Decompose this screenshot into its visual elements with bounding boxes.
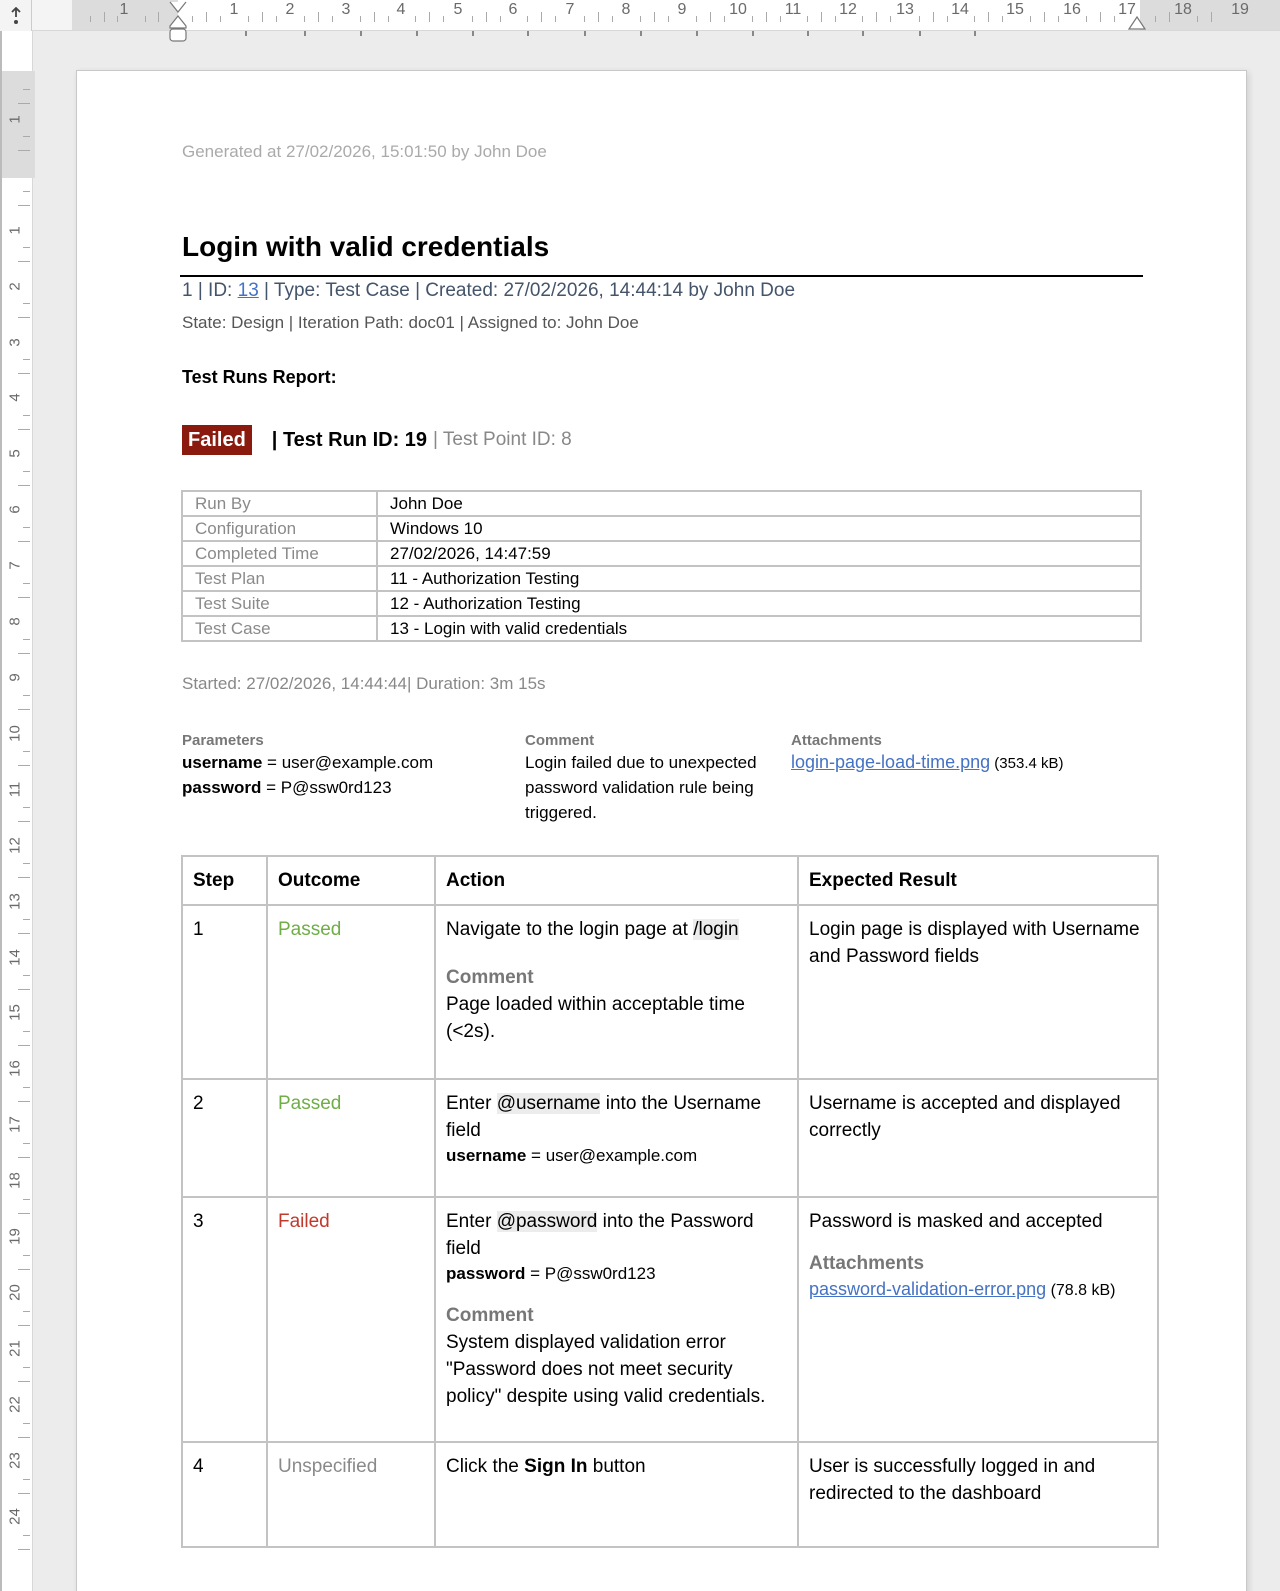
run-comment: [525, 732, 785, 825]
step-comment: System displayed validation error "Password does not meet security policy" despite using valid credentials.: [446, 1332, 766, 1407]
horizontal-ruler[interactable]: [0, 0, 1280, 31]
table-row: [182, 1442, 1158, 1547]
ruler-number: 13: [6, 893, 24, 910]
ruler-number: 19: [1231, 1, 1249, 18]
test-point-id: | Test Point ID: 8: [433, 429, 572, 450]
ruler-number: 9: [6, 673, 24, 682]
ruler-number: 18: [1174, 1, 1192, 18]
indent-marker-icon[interactable]: [168, 0, 188, 44]
attachments-heading: Attachments: [791, 732, 882, 749]
table-row: [182, 541, 1141, 566]
run-info-table: [181, 490, 1142, 642]
table-header-row: [182, 856, 1158, 905]
step-parameter: username = user@example.com: [446, 1146, 698, 1165]
tab-stop-icon: [10, 7, 22, 25]
ruler-number: 3: [6, 338, 24, 347]
info-value: John Doe: [377, 491, 1141, 516]
step-comment: Page loaded within acceptable time (<2s).: [446, 994, 745, 1042]
ruler-number: 12: [839, 1, 857, 18]
ruler-number: 6: [508, 1, 518, 18]
table-row: [182, 566, 1141, 591]
ruler-number: 1: [229, 1, 239, 18]
step-action: Enter @password into the Password field password = P@ssw0rd123 Comment System displayed validation error "Password does not meet security policy" despite using valid credentials.: [435, 1197, 798, 1442]
ruler-number: 13: [896, 1, 914, 18]
ruler-number: 17: [1118, 1, 1136, 18]
right-indent-marker-icon[interactable]: [1127, 14, 1147, 30]
info-value: 12 - Authorization Testing: [377, 591, 1141, 616]
info-key: Completed Time: [182, 541, 377, 566]
table-row: [182, 905, 1158, 1079]
step-number: 1: [182, 905, 267, 1079]
ruler-number: 15: [6, 1004, 24, 1021]
table-row: [182, 616, 1141, 641]
ruler-number: 16: [1063, 1, 1081, 18]
info-value: Windows 10: [377, 516, 1141, 541]
ruler-number: 15: [1006, 1, 1024, 18]
step-outcome: Passed: [267, 1079, 435, 1197]
ruler-strip: [72, 0, 1280, 30]
column-header-outcome: Outcome: [267, 856, 435, 905]
ruler-number: 5: [453, 1, 463, 18]
ruler-number: 11: [784, 1, 802, 18]
meta-suffix: | Type: Test Case | Created: 27/02/2026, 14:44:14 by John Doe: [258, 280, 796, 301]
ruler-number: 14: [6, 949, 24, 966]
ruler-number: 7: [6, 561, 24, 570]
ruler-number: 9: [677, 1, 687, 18]
parameter-line: password = P@ssw0rd123: [182, 778, 392, 797]
tab-selector-button[interactable]: [0, 0, 32, 31]
parameter-line: username = user@example.com: [182, 753, 434, 772]
page-title: Login with valid credentials: [182, 231, 550, 262]
parameters-heading: Parameters: [182, 732, 264, 749]
ruler-number: 5: [6, 449, 24, 458]
test-run-header: [182, 425, 572, 455]
ruler-number: 17: [6, 1116, 24, 1133]
vertical-ruler[interactable]: [0, 31, 33, 1591]
attachment-size: (78.8 kB): [1046, 1282, 1116, 1299]
ruler-number: 10: [729, 1, 747, 18]
step-action: Click the Sign In button: [435, 1442, 798, 1547]
ruler-number: 12: [6, 837, 24, 854]
column-header-step: Step: [182, 856, 267, 905]
work-item-id-link[interactable]: 13: [237, 280, 259, 301]
ruler-number: 3: [341, 1, 351, 18]
status-badge: Failed: [182, 425, 252, 455]
step-expected: Password is masked and accepted Attachments password-validation-error.png (78.8 kB): [798, 1197, 1158, 1442]
ruler-number: 8: [6, 617, 24, 626]
test-run-id: | Test Run ID: 19: [271, 428, 428, 451]
generated-info: Generated at 27/02/2026, 15:01:50 by John Doe: [182, 142, 547, 161]
ruler-number: 16: [6, 1060, 24, 1077]
table-row: [182, 591, 1141, 616]
step-expected: User is successfully logged in and redirected to the dashboard: [798, 1442, 1158, 1547]
ruler-number: 6: [6, 505, 24, 514]
info-key: Test Case: [182, 616, 377, 641]
ruler-number: 21: [6, 1340, 24, 1357]
ruler-number: 1: [6, 226, 24, 235]
step-action: Navigate to the login page at /login Comment Page loaded within acceptable time (<2s).: [435, 905, 798, 1079]
attachment-link[interactable]: password-validation-error.png: [809, 1279, 1047, 1299]
step-number: 3: [182, 1197, 267, 1442]
info-key: Configuration: [182, 516, 377, 541]
ruler-number: 24: [6, 1508, 24, 1525]
inline-code: /login: [693, 919, 739, 940]
column-header-action: Action: [435, 856, 798, 905]
column-header-expected: Expected Result: [798, 856, 1158, 905]
ruler-right-margin: [1140, 0, 1280, 30]
info-value: 11 - Authorization Testing: [377, 566, 1141, 591]
ruler-number: 20: [6, 1284, 24, 1301]
work-item-meta: [182, 280, 795, 302]
ruler-number: 7: [565, 1, 575, 18]
title-divider: [180, 275, 1143, 277]
ruler-number: 1: [6, 115, 24, 124]
inline-code: @password: [496, 1211, 598, 1232]
ruler-number: 1: [119, 1, 129, 18]
table-row: [182, 491, 1141, 516]
test-runs-report-heading: Test Runs Report:: [182, 367, 337, 387]
step-number: 4: [182, 1442, 267, 1547]
ruler-number: 23: [6, 1452, 24, 1469]
step-outcome: Failed: [267, 1197, 435, 1442]
ruler-number: 4: [6, 393, 24, 402]
step-parameter: password = P@ssw0rd123: [446, 1264, 656, 1283]
ruler-number: 4: [396, 1, 406, 18]
step-outcome: Passed: [267, 905, 435, 1079]
step-expected: Username is accepted and displayed correctly: [798, 1079, 1158, 1197]
info-value: 13 - Login with valid credentials: [377, 616, 1141, 641]
run-parameters: [182, 732, 512, 800]
ruler-number: 8: [621, 1, 631, 18]
meta-prefix: 1 | ID:: [182, 280, 238, 301]
ruler-number: 18: [6, 1172, 24, 1189]
document-page[interactable]: [76, 70, 1247, 1591]
step-number: 2: [182, 1079, 267, 1197]
ruler-number: 22: [6, 1396, 24, 1413]
info-key: Test Plan: [182, 566, 377, 591]
inline-code: @username: [496, 1093, 601, 1114]
ruler-number: 19: [6, 1228, 24, 1245]
step-expected: Login page is displayed with Username and Password fields: [798, 905, 1158, 1079]
comment-text: Login failed due to unexpected password validation rule being triggered.: [525, 753, 757, 822]
ruler-number: 2: [285, 1, 295, 18]
attachments-heading: Attachments: [809, 1253, 925, 1274]
ruler-number: 14: [951, 1, 969, 18]
table-row: [182, 516, 1141, 541]
ruler-number: 11: [6, 781, 24, 798]
comment-heading: Comment: [446, 967, 534, 988]
step-outcome: Unspecified: [267, 1442, 435, 1547]
info-key: Test Suite: [182, 591, 377, 616]
run-started-duration: Started: 27/02/2026, 14:44:44| Duration: 3m 15s: [182, 674, 546, 693]
attachment-size: (353.4 kB): [990, 755, 1064, 772]
comment-heading: Comment: [446, 1305, 534, 1326]
info-value: 27/02/2026, 14:47:59: [377, 541, 1141, 566]
attachment-link[interactable]: login-page-load-time.png: [791, 752, 991, 772]
step-action: Enter @username into the Username field username = user@example.com: [435, 1079, 798, 1197]
info-key: Run By: [182, 491, 377, 516]
ruler-number: 10: [6, 725, 24, 742]
test-steps-table: [181, 855, 1159, 1548]
comment-heading: Comment: [525, 732, 595, 749]
ruler-number: 2: [6, 282, 24, 291]
run-attachments: [791, 732, 1121, 776]
table-row: [182, 1197, 1158, 1442]
table-row: [182, 1079, 1158, 1197]
work-item-state-meta: State: Design | Iteration Path: doc01 | Assigned to: John Doe: [182, 313, 639, 332]
